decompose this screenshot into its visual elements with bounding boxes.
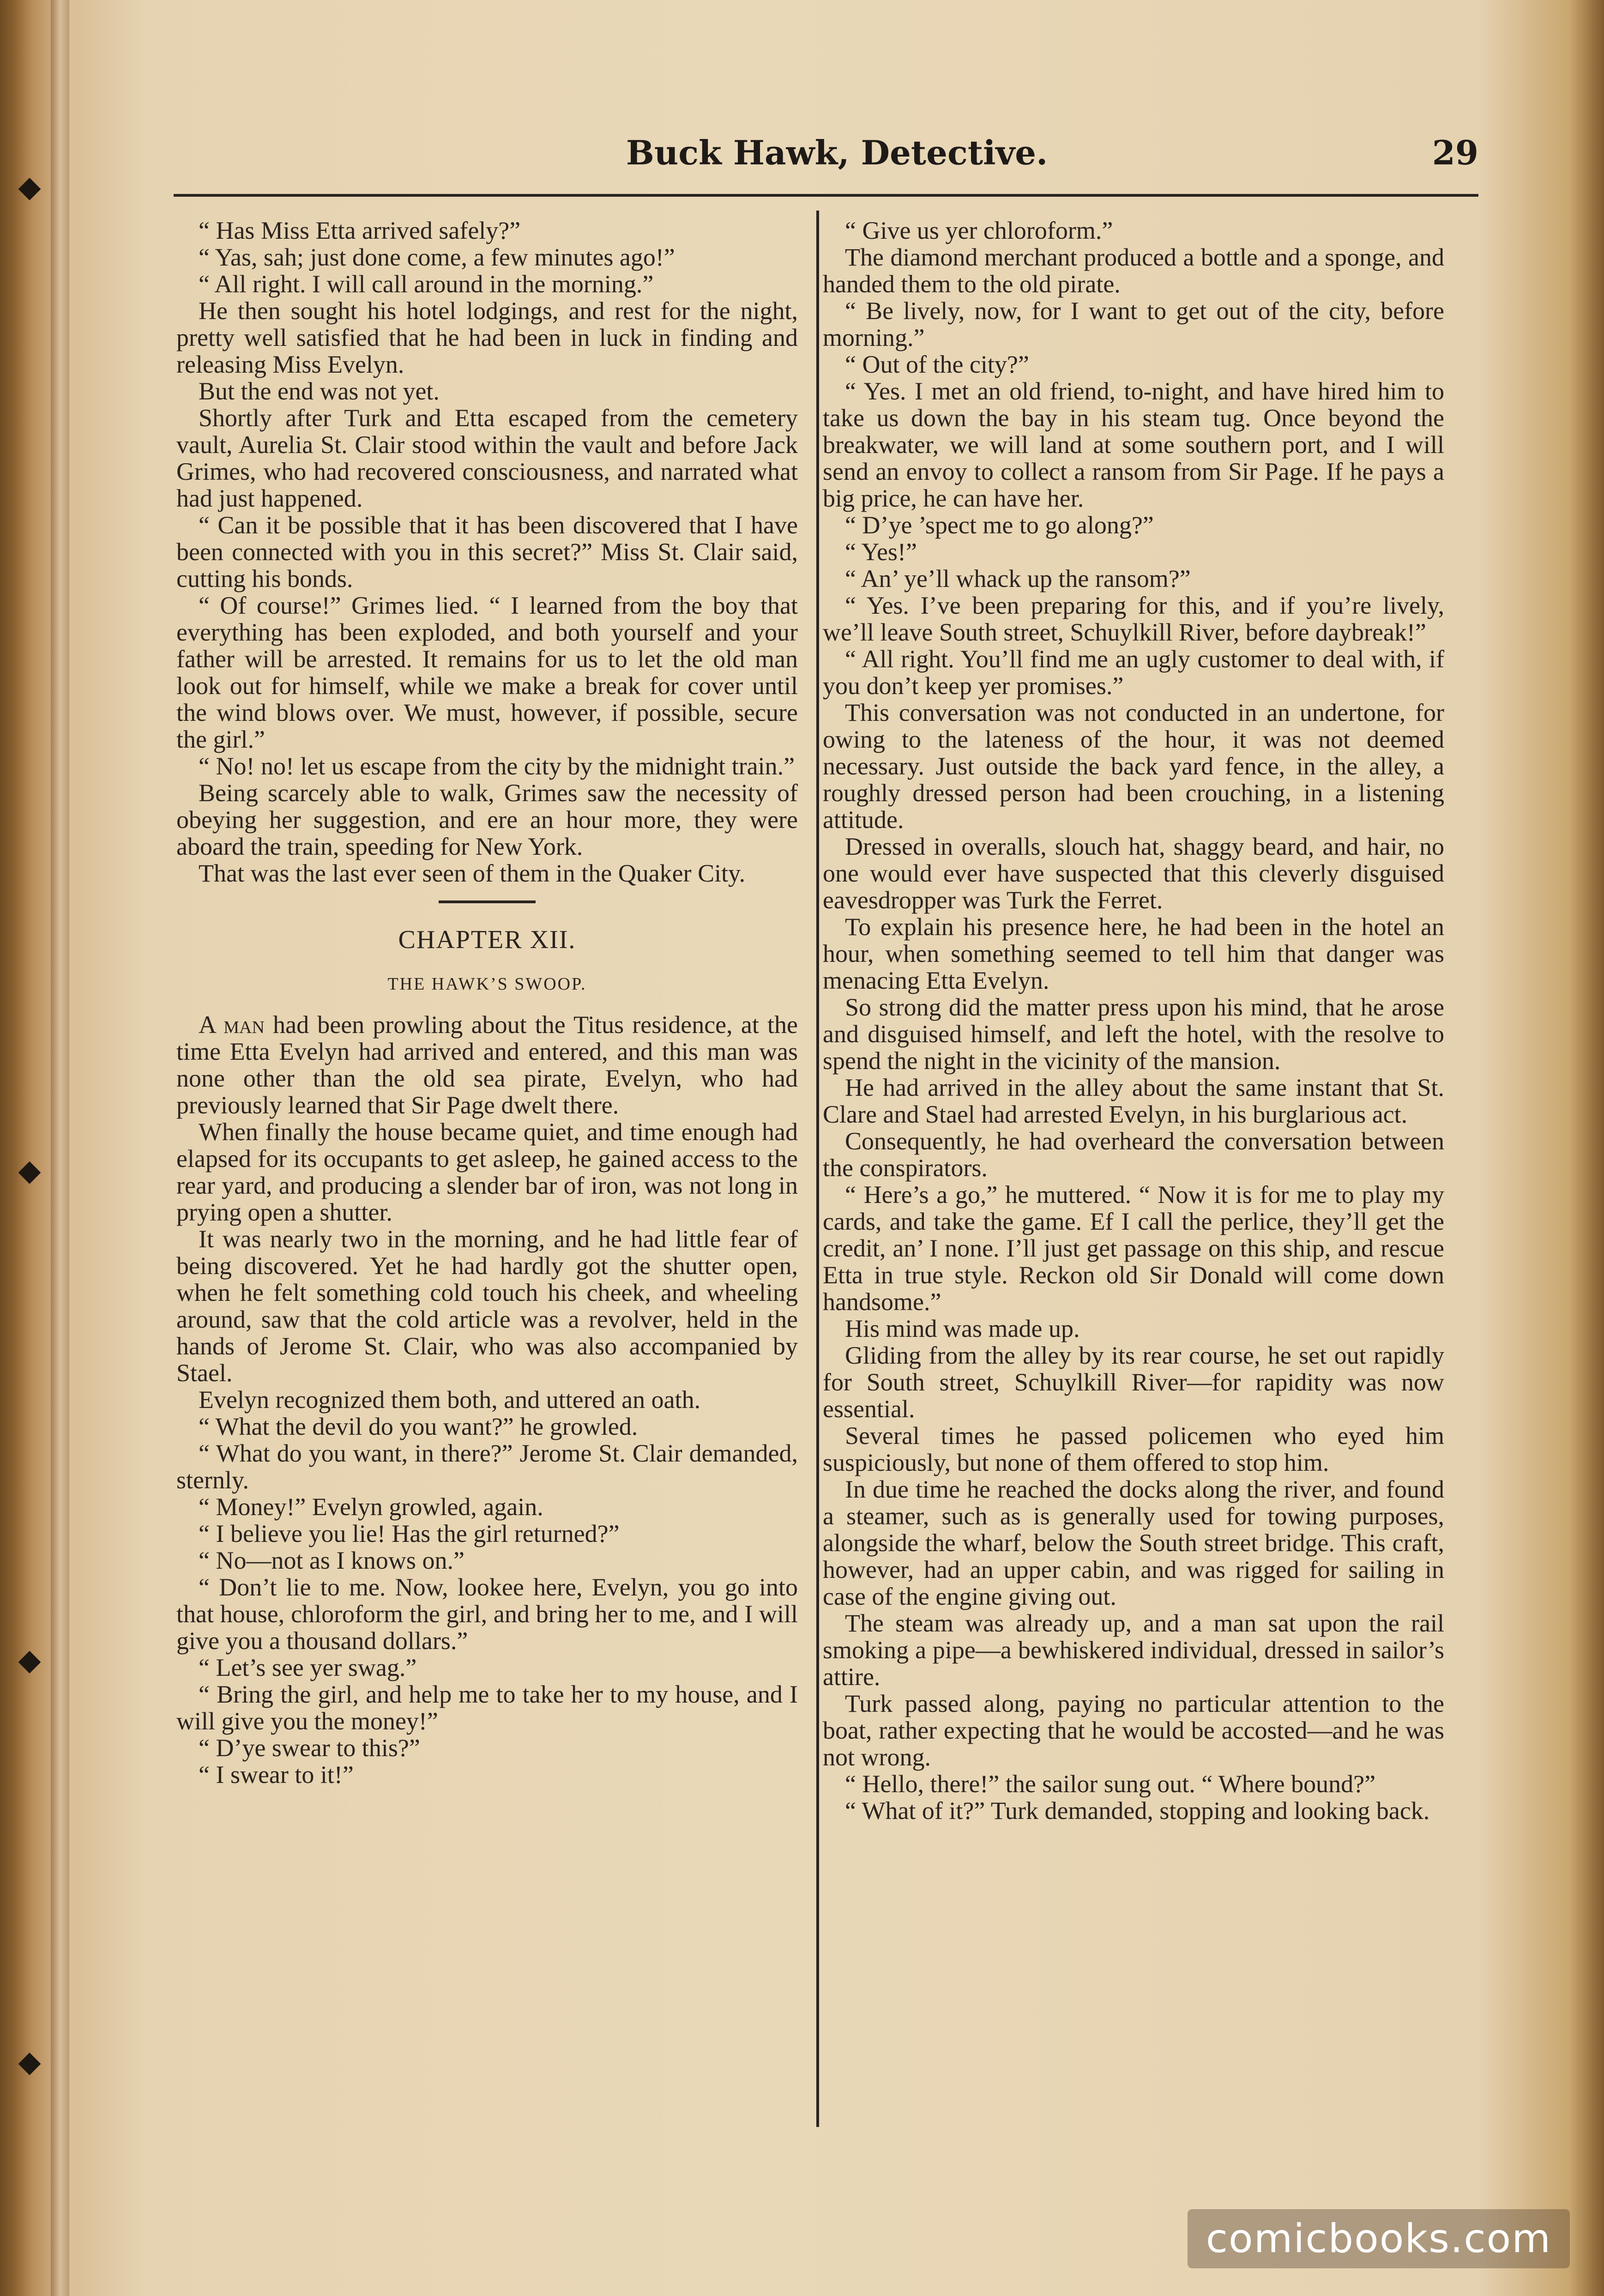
watermark-logo: comicbooks.com <box>1188 2209 1570 2268</box>
paragraph: Several times he passed policemen who eyed him suspiciously, but none of them offered to stop him. <box>823 1422 1444 1476</box>
paragraph: “ Out of the city?” <box>845 350 1029 378</box>
paragraph: This conversation was not conducted in an undertone, for owing to the lateness of the hour, it was not deemed necessary. Just outside the back yard fence, in the alley, a roughly dressed person had been crouching, in a listening attitude. <box>823 699 1444 834</box>
paragraph: When finally the house became quiet, and time enough had elapsed for its occupants to get asleep, he gained access to the rear yard, and producing a slender bar of iron, was not long in prying open a shutter. <box>176 1118 798 1226</box>
staple-hole-icon: ◆ <box>18 1643 41 1677</box>
paragraph: It was nearly two in the morning, and he had little fear of being discovered. Yet he had hardly got the shutter open, when he felt something cold touch his cheek, and wheeling around, saw that the cold article was a revolver, held in the hands of Jerome St. Clair, who was also accompanied by Stael. <box>176 1225 798 1387</box>
lead-words: A man <box>199 1011 265 1039</box>
paragraph: In due time he reached the docks along the river, and found a steamer, such as is generally used for towing purposes, alongside the wharf, below the South street bridge. This craft, however, had an upper cabin, and was rigged for sailing in case of the engine giving out. <box>823 1475 1444 1610</box>
paragraph: “ Here’s a go,” he muttered. “ Now it is for me to play my cards, and take the game. Ef I call the perlice, they’ll get the credit, an’ I none. I’ll just get passage on this ship, and rescue Etta in true style. Reckon old Sir Donald will come down handsome.” <box>823 1181 1444 1316</box>
paragraph: “ Can it be possible that it has been discovered that I have been connected with you in this secret?” Miss St. Clair said, cutting his bonds. <box>176 511 798 592</box>
paragraph: “ Don’t lie to me. Now, lookee here, Evelyn, you go into that house, chloroform the girl, and bring her to me, and I will give you a thousand dollars.” <box>176 1573 798 1655</box>
staple-hole-icon: ◆ <box>18 1154 41 1188</box>
chapter-title: THE HAWK’S SWOOP. <box>387 974 587 994</box>
paragraph: “ Yas, sah; just done come, a few minutes ago!” <box>199 243 675 271</box>
paragraph: The diamond merchant produced a bottle and a sponge, and handed them to the old pirate. <box>823 243 1444 298</box>
paragraph: “ Of course!” Grimes lied. “ I learned from the boy that everything has been exploded, and both yourself and your father will be arrested. It remains for us to let the old man look out for himself, while we make a break for cover until the wind blows over. We must, however, if possible, secure the girl.” <box>176 592 798 753</box>
binding-fold <box>51 0 69 2296</box>
paragraph: That was the last ever seen of them in the Quaker City. <box>199 859 746 887</box>
paragraph: Gliding from the alley by its rear course, he set out rapidly for South street, Schuylkill River—for rapidity was now essential. <box>823 1341 1444 1423</box>
paragraph: “ D’ye swear to this?” <box>199 1734 420 1762</box>
paragraph: “ An’ ye’ll whack up the ransom?” <box>845 565 1191 592</box>
opening-text: had been prowling about the Titus residence, at the time Etta Evelyn had arrived and entered, and this man was none other than the old sea pirate, Evelyn, who had previously learned that Sir Page dwelt there. <box>176 1011 798 1119</box>
paragraph: His mind was made up. <box>845 1315 1080 1342</box>
paragraph: “ Yes!” <box>845 538 917 566</box>
paragraph: Shortly after Turk and Etta escaped from the cemetery vault, Aurelia St. Clair stood within the vault and before Jack Grimes, who had recovered consciousness, and narrated what had just happened. <box>176 404 798 512</box>
paragraph: “ D’ye ’spect me to go along?” <box>845 511 1154 539</box>
paragraph: “ Money!” Evelyn growled, again. <box>199 1493 543 1521</box>
right-column <box>823 217 1444 1824</box>
paragraph: Turk passed along, paying no particular attention to the boat, rather expecting that he would be accosted—and he was not wrong. <box>823 1690 1444 1771</box>
left-column <box>176 217 798 1788</box>
paragraph: “ I swear to it!” <box>199 1761 354 1788</box>
paragraph: Evelyn recognized them both, and uttered an oath. <box>199 1386 701 1414</box>
page-number: 29 <box>1432 133 1478 172</box>
paragraph: “ All right. You’ll find me an ugly customer to deal with, if you don’t keep yer promises.” <box>823 645 1444 700</box>
paragraph: Dressed in overalls, slouch hat, shaggy beard, and hair, no one would ever have suspected that this cleverly disguised eavesdropper was Turk the Ferret. <box>823 833 1444 914</box>
chapter-heading: CHAPTER XII. <box>398 925 576 954</box>
staple-hole-icon: ◆ <box>18 170 41 204</box>
paragraph: “ What of it?” Turk demanded, stopping and looking back. <box>845 1797 1430 1825</box>
paragraph: “ What do you want, in there?” Jerome St. Clair demanded, sternly. <box>176 1439 798 1494</box>
paragraph: He had arrived in the alley about the same instant that St. Clare and Stael had arrested Evelyn, in his burglarious act. <box>823 1074 1444 1128</box>
paragraph: “ Bring the girl, and help me to take her to my house, and I will give you the money!” <box>176 1680 798 1735</box>
paragraph: “ Be lively, now, for I want to get out of the city, before morning.” <box>823 297 1444 351</box>
running-header <box>174 128 1478 184</box>
paragraph: “ What the devil do you want?” he growled. <box>199 1413 638 1440</box>
paragraph: “ Give us yer chloroform.” <box>845 217 1113 244</box>
paragraph: “ Yes. I met an old friend, to-night, and have hired him to take us down the bay in his steam tug. Once beyond the breakwater, we will land at some southern port, and I will send an envoy to collect a ransom from Sir Page. If he pays a big price, he can have her. <box>823 377 1444 512</box>
chapter-opening-paragraph <box>176 1011 798 1118</box>
paragraph: “ Hello, there!” the sailor sung out. “ Where bound?” <box>845 1770 1376 1798</box>
paragraph: “ No—not as I knows on.” <box>199 1547 464 1574</box>
paragraph: “ All right. I will call around in the morning.” <box>199 270 654 298</box>
paragraph: “ No! no! let us escape from the city by the midnight train.” <box>199 752 795 780</box>
paragraph: He then sought his hotel lodgings, and rest for the night, pretty well satisfied that he had been in luck in finding and releasing Miss Evelyn. <box>176 297 798 378</box>
paragraph: Consequently, he had overheard the conversation between the conspirators. <box>823 1127 1444 1182</box>
paragraph: Being scarcely able to walk, Grimes saw the necessity of obeying her suggestion, and ere an hour more, they were aboard the train, speeding for New York. <box>176 779 798 860</box>
paragraph: “ I believe you lie! Has the girl returned?” <box>199 1520 620 1547</box>
column-divider <box>816 211 819 2127</box>
paragraph: “ Let’s see yer swag.” <box>199 1654 417 1681</box>
staple-hole-icon: ◆ <box>18 2045 41 2079</box>
paragraph: So strong did the matter press upon his mind, that he arose and disguised himself, and left the hotel, with the resolve to spend the night in the vicinity of the mansion. <box>823 993 1444 1075</box>
paragraph: “ Has Miss Etta arrived safely?” <box>199 217 521 244</box>
paragraph: “ Yes. I’ve been preparing for this, and if you’re lively, we’ll leave South street, Schuylkill River, before daybreak!” <box>823 592 1444 646</box>
running-title: Buck Hawk, Detective. <box>626 133 1048 172</box>
paragraph: To explain his presence here, he had been in the hotel an hour, when something seemed to tell him that danger was menacing Etta Evelyn. <box>823 913 1444 994</box>
paragraph: But the end was not yet. <box>199 377 440 405</box>
paragraph: The steam was already up, and a man sat upon the rail smoking a pipe—a bewhiskered individual, dressed in sailor’s attire. <box>823 1609 1444 1691</box>
header-rule <box>174 194 1478 197</box>
section-rule <box>439 900 536 903</box>
